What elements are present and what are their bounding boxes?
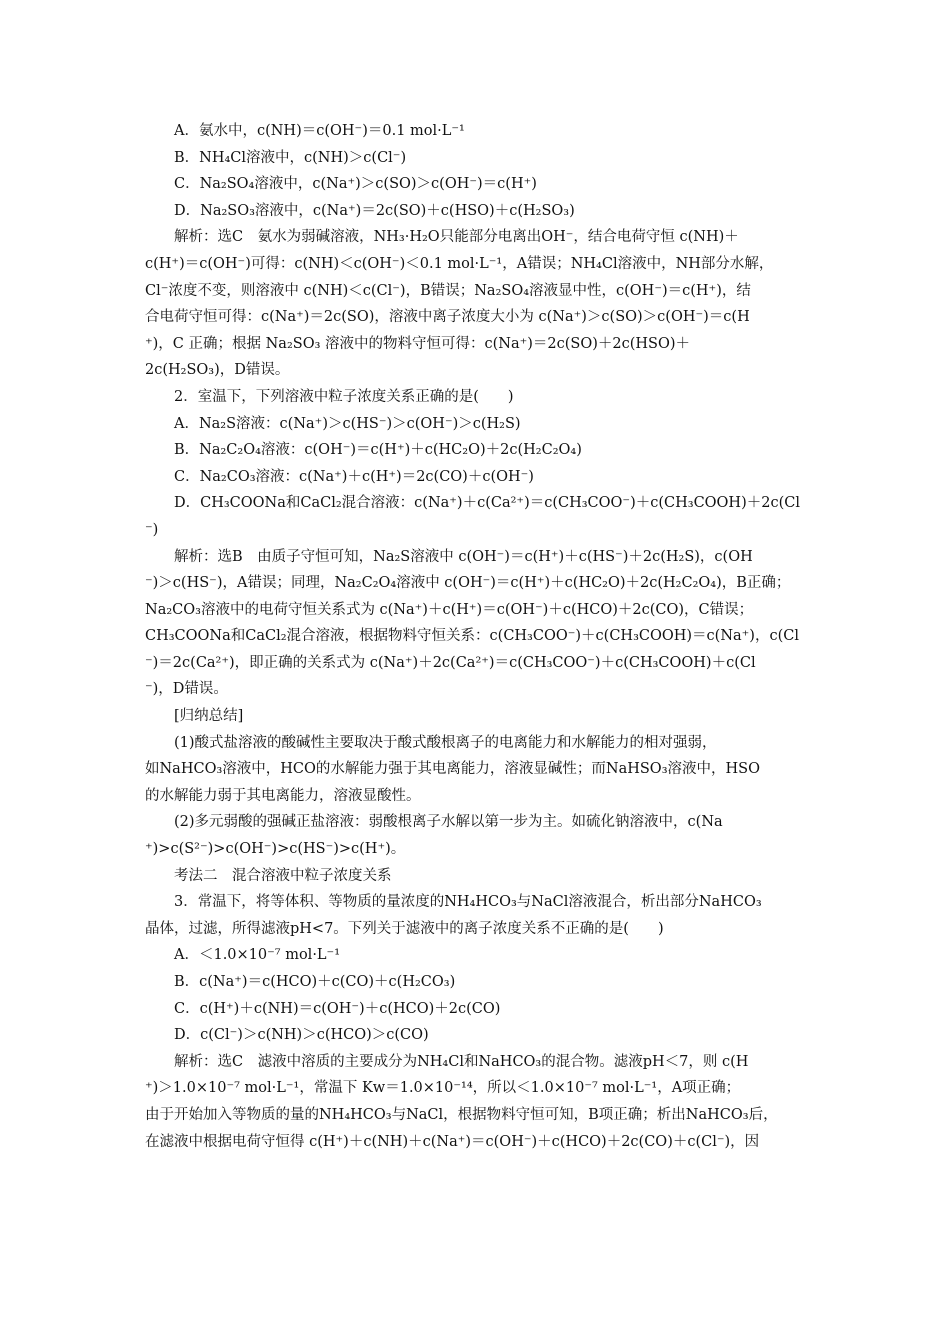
text-line: 解析：选C 滤液中溶质的主要成分为NH₄Cl和NaHCO₃的混合物。滤液pH＜7，则 c(H <box>174 1053 749 1070</box>
text-line: 合电荷守恒可得：c(Na⁺)＝2c(SO)，溶液中离子浓度大小为 c(Na⁺)＞c(SO)＞c(OH⁻)＝c(H <box>145 309 750 326</box>
text-line: [归纳总结] <box>174 708 244 725</box>
text-line: CH₃COONa和CaCl₂混合溶液，根据物料守恒关系：c(CH₃COO⁻)＋c(CH₃COOH)＝c(Na⁺)，c(Cl <box>145 628 799 645</box>
text-line: ⁻)＝2c(Ca²⁺)，即正确的关系式为 c(Na⁺)＋2c(Ca²⁺)＝c(CH₃COO⁻)＋c(CH₃COOH)＋c(Cl <box>145 654 756 671</box>
text-line: C．c(H⁺)＋c(NH)＝c(OH⁻)＋c(HCO)＋2c(CO) <box>174 1000 501 1017</box>
text-line: 3．常温下，将等体积、等物质的量浓度的NH₄HCO₃与NaCl溶液混合，析出部分NaHCO₃ <box>174 894 762 911</box>
text-line: D．Na₂SO₃溶液中，c(Na⁺)＝2c(SO)＋c(HSO)＋c(H₂SO₃) <box>174 202 575 219</box>
text-line: A．Na₂S溶液：c(Na⁺)＞c(HS⁻)＞c(OH⁻)＞c(H₂S) <box>174 415 521 432</box>
text-line: (2)多元弱酸的强碱正盐溶液：弱酸根离子水解以第一步为主。如硫化钠溶液中，c(Na <box>174 814 723 831</box>
text-line: 2．室温下，下列溶液中粒子浓度关系正确的是( ) <box>174 388 514 405</box>
text-line: 解析：选B 由质子守恒可知，Na₂S溶液中 c(OH⁻)＝c(H⁺)＋c(HS⁻)＋2c(H₂S)，c(OH <box>174 548 753 565</box>
text-line: Na₂CO₃溶液中的电荷守恒关系式为 c(Na⁺)＋c(H⁺)＝c(OH⁻)＋c(HCO)＋2c(CO)，C错误； <box>145 601 754 618</box>
text-line: B．c(Na⁺)＝c(HCO)＋c(CO)＋c(H₂CO₃) <box>174 974 456 990</box>
text-line: D．CH₃COONa和CaCl₂混合溶液：c(Na⁺)＋c(Ca²⁺)＝c(CH₃COO⁻)＋c(CH₃COOH)＋2c(Cl <box>174 495 800 512</box>
text-line: B．Na₂C₂O₄溶液：c(OH⁻)＝c(H⁺)＋c(HC₂O)＋2c(H₂C₂O₄) <box>174 442 582 459</box>
text-line: C．Na₂CO₃溶液：c(Na⁺)＋c(H⁺)＝2c(CO)＋c(OH⁻) <box>174 468 534 485</box>
text-line: ⁺)，C 正确；根据 Na₂SO₃ 溶液中的物料守恒可得：c(Na⁺)＝2c(SO)＋2c(HSO)＋ <box>145 335 691 352</box>
text-line: A．氨水中，c(NH)＝c(OH⁻)＝0.1 mol·L⁻¹ <box>174 123 465 139</box>
text-line: 由于开始加入等物质的量的NH₄HCO₃与NaCl，根据物料守恒可知，B项正确；析出NaHCO₃后， <box>145 1106 778 1123</box>
text-line: B．NH₄Cl溶液中，c(NH)＞c(Cl⁻) <box>174 149 407 166</box>
document-page <box>145 118 815 1155</box>
text-line: (1)酸式盐溶液的酸碱性主要取决于酸式酸根离子的电离能力和水解能力的相对强弱， <box>174 734 717 751</box>
text-line: Cl⁻浓度不变，则溶液中 c(NH)＜c(Cl⁻)，B错误；Na₂SO₄溶液显中性，c(OH⁻)＝c(H⁺)，结 <box>145 282 751 299</box>
text-line: 考法二 混合溶液中粒子浓度关系 <box>174 867 392 884</box>
text-line: ⁻) <box>145 521 159 538</box>
text-line: c(H⁺)＝c(OH⁻)可得：c(NH)＜c(OH⁻)＜0.1 mol·L⁻¹，A错误；NH₄Cl溶液中，NH部分水解， <box>145 255 774 272</box>
text-line: 2c(H₂SO₃)，D错误。 <box>145 362 290 379</box>
text-line: 的水解能力弱于其电离能力，溶液显酸性。 <box>145 787 421 804</box>
text-line: ⁻)＞c(HS⁻)，A错误；同理，Na₂C₂O₄溶液中 c(OH⁻)＝c(H⁺)＋c(HC₂O)＋2c(H₂C₂O₄)，B正确； <box>145 575 791 592</box>
text-line: ⁺)>c(S²⁻)>c(OH⁻)>c(HS⁻)>c(H⁺)。 <box>145 841 406 858</box>
text-line: 如NaHCO₃溶液中，HCO的水解能力强于其电离能力，溶液显碱性；而NaHSO₃溶液中，HSO <box>145 761 760 778</box>
text-line: D．c(Cl⁻)＞c(NH)＞c(HCO)＞c(CO) <box>174 1027 429 1044</box>
text-line: 解析：选C 氨水为弱碱溶液，NH₃·H₂O只能部分电离出OH⁻，结合电荷守恒 c(NH)＋ <box>174 229 739 246</box>
text-line: ⁻)，D错误。 <box>145 681 228 698</box>
text-line: A．＜1.0×10⁻⁷ mol·L⁻¹ <box>174 947 341 964</box>
text-line: 晶体，过滤，所得滤液pH<7。下列关于滤液中的离子浓度关系不正确的是( ) <box>145 920 664 937</box>
text-line: ⁺)＞1.0×10⁻⁷ mol·L⁻¹，常温下 Kw＝1.0×10⁻¹⁴，所以＜1.0×10⁻⁷ mol·L⁻¹，A项正确； <box>145 1080 741 1097</box>
text-line: 在滤液中根据电荷守恒得 c(H⁺)＋c(NH)＋c(Na⁺)＝c(OH⁻)＋c(HCO)＋2c(CO)＋c(Cl⁻)，因 <box>145 1133 760 1150</box>
text-line: C．Na₂SO₄溶液中，c(Na⁺)＞c(SO)＞c(OH⁻)＝c(H⁺) <box>174 176 537 193</box>
